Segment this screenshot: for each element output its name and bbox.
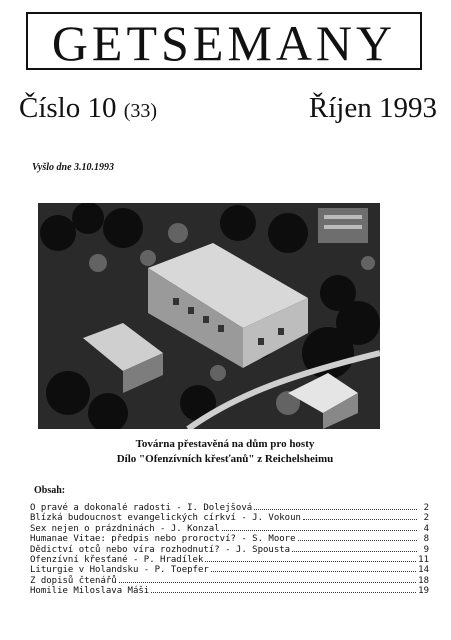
toc-item: [30, 524, 429, 534]
toc-leader: [292, 545, 417, 552]
toc-item-title: Liturgie v Holandsku - P. Toepfer: [30, 565, 209, 576]
toc-item-page: 14: [418, 565, 429, 576]
toc-item-title: Sex nejen o prázdninách - J. Konzal: [30, 523, 220, 534]
toc-item-page: 11: [418, 554, 429, 565]
toc-item-title: O pravé a dokonalé radosti - I. Dolejšová: [30, 503, 253, 513]
toc-item: [30, 565, 429, 575]
toc-leader: [254, 503, 417, 510]
toc-item: [30, 555, 429, 565]
photo-caption-line1: Továrna přestavěná na dům pro hosty: [135, 438, 315, 450]
issue-number: [19, 92, 157, 127]
toc-item: [30, 545, 429, 555]
toc-item: [30, 513, 429, 523]
toc-leader: [205, 555, 416, 562]
toc-leader: [303, 513, 417, 520]
toc-item: [30, 534, 429, 544]
cover-photo: [38, 203, 380, 429]
issue-date: Říjen 1993: [308, 92, 437, 124]
masthead: [26, 12, 422, 70]
masthead-title: GETSEMANY: [51, 15, 397, 71]
toc-item: [30, 576, 429, 586]
toc-leader: [222, 524, 417, 531]
toc-item-page: 9: [423, 544, 429, 555]
table-of-contents: [30, 503, 429, 597]
issue-number-sub: (33): [123, 100, 158, 122]
toc-leader: [119, 576, 416, 583]
toc-item-title: Ofenzívní křesťané - P. Hradílek: [30, 554, 204, 565]
toc-item: [30, 503, 429, 513]
toc-item-title: Z dopisů čtenářů: [30, 575, 117, 586]
photo-caption-line2: Dílo "Ofenzívních křesťanů" z Reichelsheimu: [116, 453, 334, 465]
toc-item-page: 4: [423, 523, 429, 534]
published-date: Vyšlo dne 3.10.1993: [32, 162, 115, 173]
toc-item-title: Blízká budoucnost evangelických církví - J. Vokoun: [30, 513, 301, 524]
toc-item-title: Dědictví otců nebo víra rozhodnutí? - J. Spousta: [30, 544, 291, 555]
toc-item-page: 19: [418, 586, 429, 597]
toc-heading: Obsah:: [34, 485, 66, 496]
toc-item-title: Homilie Miloslava Máši: [30, 586, 150, 597]
toc-item-page: 18: [418, 575, 429, 586]
toc-item: [30, 586, 429, 596]
toc-leader: [298, 534, 417, 541]
toc-item-page: 2: [423, 503, 429, 513]
toc-leader: [211, 565, 416, 572]
toc-leader: [151, 586, 416, 593]
toc-item-title: Humanae Vitae: předpis nebo proroctví? - S. Moore: [30, 534, 296, 545]
toc-item-page: 8: [423, 534, 429, 545]
toc-item-page: 2: [423, 513, 429, 524]
issue-number-label: Číslo 10: [19, 92, 117, 124]
